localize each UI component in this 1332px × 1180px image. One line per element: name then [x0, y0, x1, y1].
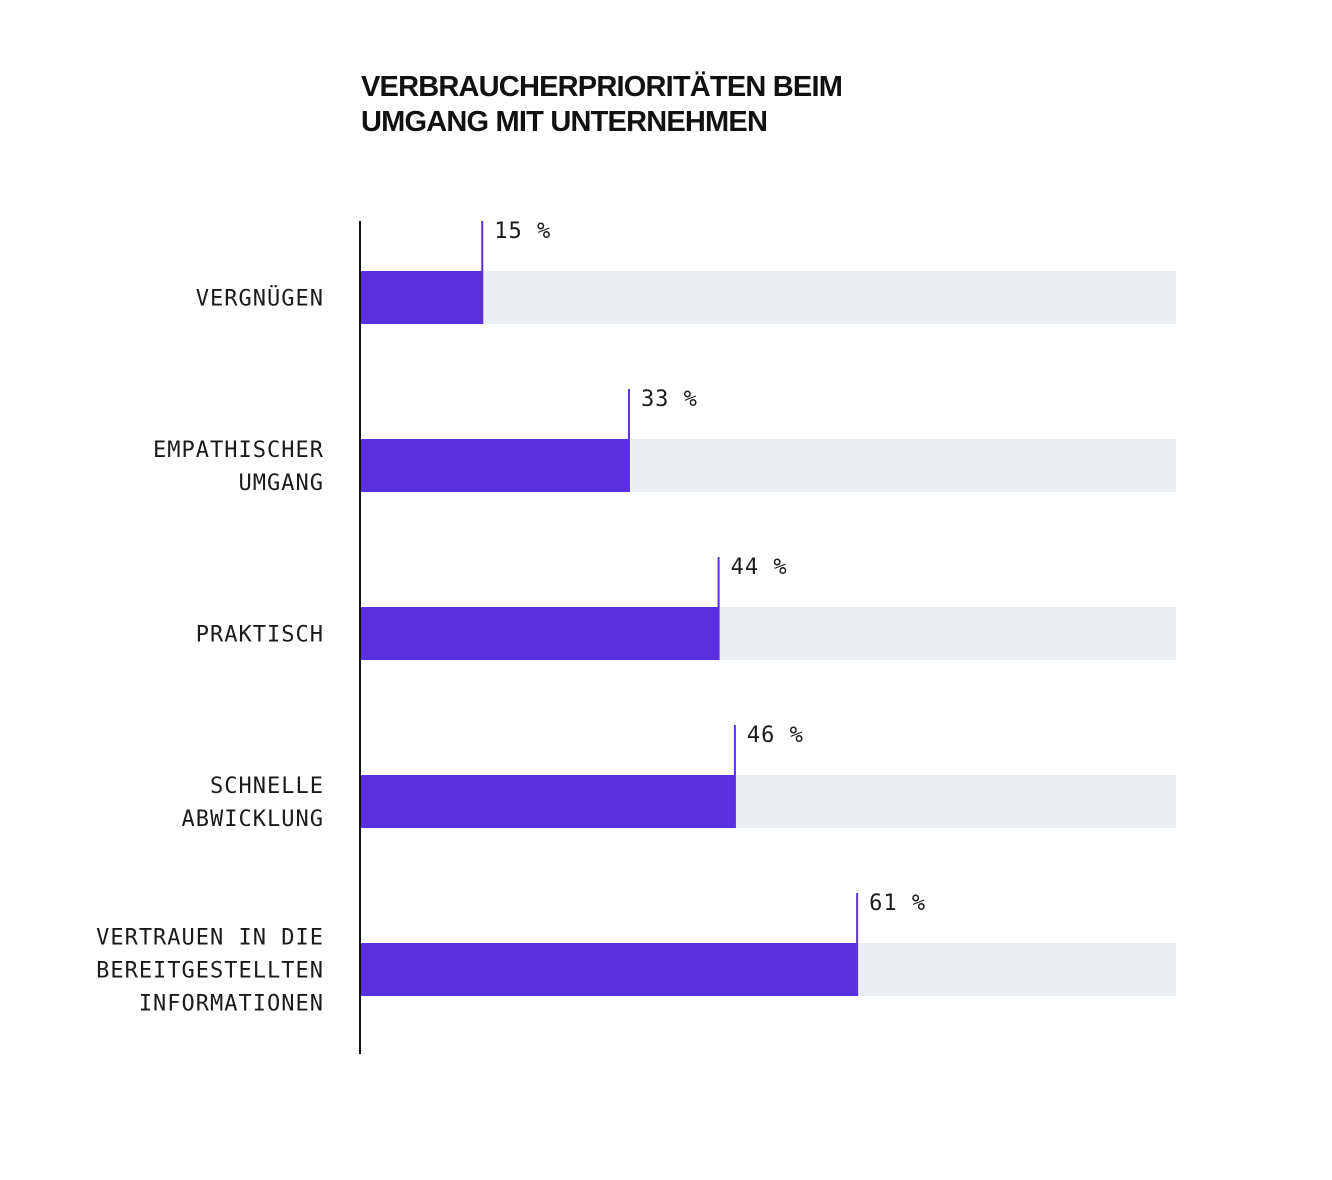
bars-layer	[96, 219, 1176, 1017]
category-label-1-line-1: VERGNÜGEN	[195, 286, 324, 312]
bar-1	[361, 271, 483, 324]
bar-3	[361, 607, 720, 660]
value-label-4: 46 %	[746, 723, 804, 748]
value-label-5: 61 %	[869, 891, 927, 916]
category-label-4	[182, 774, 324, 832]
category-label-5	[96, 926, 324, 1017]
category-label-4-line-1: SCHNELLE	[210, 774, 324, 799]
category-label-1	[196, 286, 324, 312]
value-label-3: 44 %	[730, 555, 788, 580]
chart-title-line-1: VERBRAUCHERPRIORITÄTEN BEIM	[361, 71, 843, 103]
bar-2	[361, 439, 630, 492]
value-label-2: 33 %	[640, 387, 698, 412]
category-label-5-line-3: INFORMATIONEN	[138, 991, 324, 1017]
category-label-2-line-1: EMPATHISCHER	[153, 438, 324, 463]
category-label-3	[196, 623, 324, 648]
category-label-2-line-2: UMGANG	[238, 471, 324, 496]
category-label-5-line-1: VERTRAUEN IN DIE	[96, 925, 324, 951]
bar-4	[361, 775, 736, 828]
bar-5	[361, 943, 858, 996]
category-label-2	[153, 438, 324, 496]
category-label-4-line-2: ABWICKLUNG	[181, 807, 324, 832]
value-label-1: 15 %	[494, 219, 552, 244]
chart-title-line-2: UMGANG MIT UNTERNEHMEN	[361, 106, 768, 138]
category-label-3-line-1: PRAKTISCH	[195, 622, 324, 648]
category-label-5-line-2: BEREITGESTELLTEN	[96, 958, 324, 984]
